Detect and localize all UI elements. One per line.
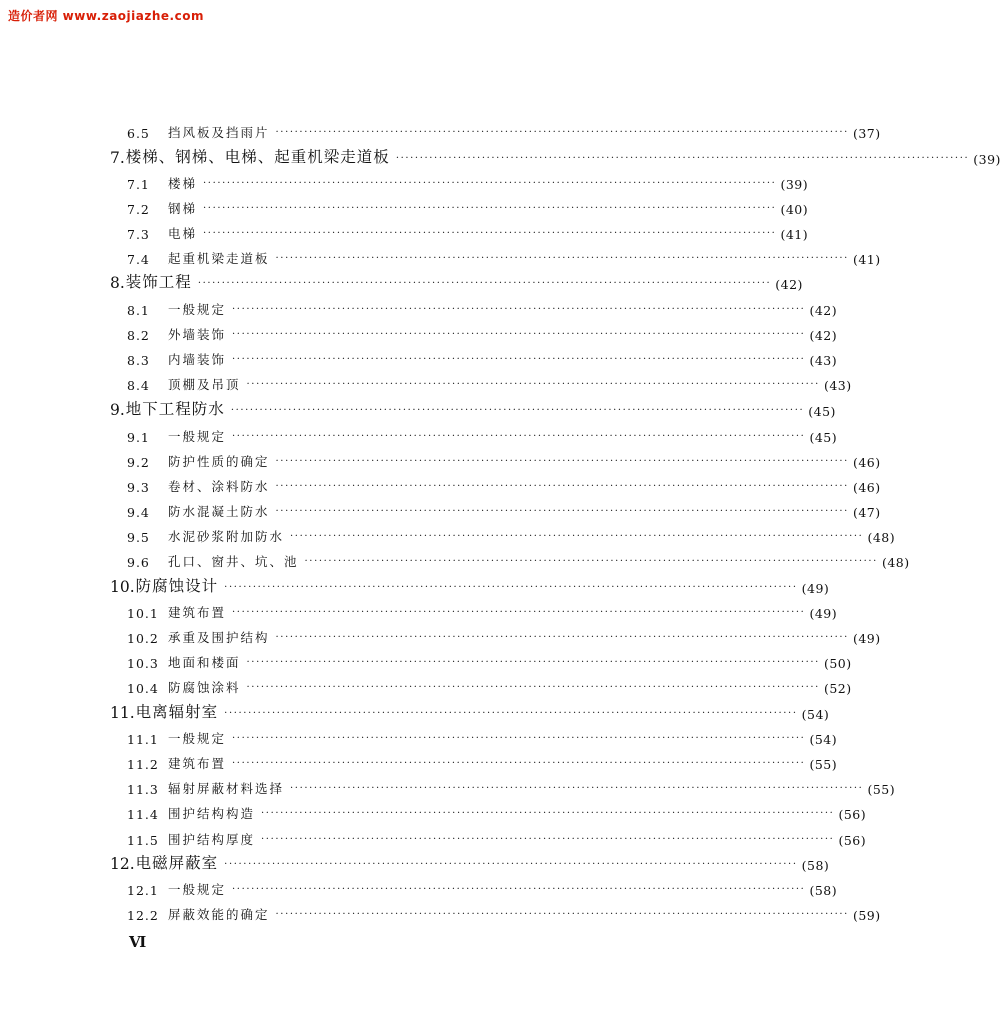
toc-section-entry xyxy=(127,548,910,570)
toc-entry-number: 10.1 xyxy=(127,606,159,621)
toc-section-entry xyxy=(127,371,852,393)
toc-entry-number: 8.3 xyxy=(127,353,150,368)
toc-section-entry xyxy=(127,826,867,848)
toc-page-number: (46) xyxy=(852,455,881,470)
toc-section-entry xyxy=(127,775,896,797)
toc-section-entry xyxy=(127,649,852,671)
toc-entry-title: 地下工程防水 xyxy=(125,400,225,418)
toc-entry-title: 防腐蚀涂料 xyxy=(168,680,241,695)
toc-page-number: (58) xyxy=(801,858,830,873)
toc-entry-title: 承重及围护结构 xyxy=(168,630,270,645)
toc-entry-title: 一般规定 xyxy=(168,429,227,444)
toc-section-entry xyxy=(127,901,881,923)
toc-dot-leader: ························································································································ xyxy=(246,657,820,668)
toc-dot-leader: ························································································································ xyxy=(232,607,806,618)
toc-page-number: (59) xyxy=(852,908,881,923)
toc-entry-number: 9. xyxy=(110,401,125,419)
toc-entry-number: 10.3 xyxy=(127,656,159,671)
toc-dot-leader: ························································································································ xyxy=(232,431,806,442)
toc-section-entry xyxy=(127,473,881,495)
toc-page-number: (58) xyxy=(809,883,838,898)
toc-page-number: (54) xyxy=(801,707,830,722)
toc-entry-title: 地面和楼面 xyxy=(168,655,241,670)
toc-entry-number: 7. xyxy=(110,149,125,167)
toc-page-number: (55) xyxy=(809,757,838,772)
toc-dot-leader: ························································································································ xyxy=(395,153,970,164)
toc-dot-leader: ························································································································ xyxy=(224,708,798,719)
toc-page-number: (46) xyxy=(852,480,881,495)
toc-entry-title: 一般规定 xyxy=(168,302,227,317)
toc-entry-number: 9.2 xyxy=(127,455,150,470)
toc-section-entry xyxy=(127,725,838,747)
toc-section-entry xyxy=(127,195,809,217)
toc-entry-number: 8.1 xyxy=(127,303,150,318)
toc-section-entry xyxy=(127,119,881,141)
toc-page-number: (52) xyxy=(823,681,852,696)
toc-section-entry xyxy=(127,800,867,822)
toc-page-number: (45) xyxy=(808,404,836,419)
toc-entry-number: 11.5 xyxy=(127,833,159,848)
toc-dot-leader: ························································································································ xyxy=(197,278,772,289)
toc-entry-title: 建筑布置 xyxy=(168,756,227,771)
toc-entry-title: 钢梯 xyxy=(168,201,198,216)
toc-chapter-entry xyxy=(110,700,830,722)
toc-dot-leader: ························································································································ xyxy=(275,481,849,492)
toc-entry-number: 9.4 xyxy=(127,505,150,520)
toc-entry-number: 12.1 xyxy=(127,883,159,898)
toc-entry-title: 防水混凝土防水 xyxy=(168,504,270,519)
toc-entry-number: 9.1 xyxy=(127,430,150,445)
toc-dot-leader: ························································································································ xyxy=(246,682,820,693)
toc-section-entry xyxy=(127,876,838,898)
toc-page-number: (43) xyxy=(823,378,852,393)
toc-section-entry xyxy=(127,296,838,318)
toc-chapter-entry xyxy=(110,270,803,292)
toc-section-entry xyxy=(127,674,852,696)
toc-page-number: (37) xyxy=(852,126,881,141)
toc-entry-title: 楼梯 xyxy=(168,176,198,191)
toc-entry-title: 一般规定 xyxy=(168,731,227,746)
toc-chapter-entry xyxy=(110,145,1001,167)
toc-section-entry xyxy=(127,245,881,267)
toc-entry-number: 10.4 xyxy=(127,681,159,696)
toc-section-entry xyxy=(127,750,838,772)
toc-entry-title: 围护结构构造 xyxy=(168,806,256,821)
toc-entry-title: 电梯 xyxy=(168,226,198,241)
toc-page-number: (49) xyxy=(801,581,830,596)
toc-dot-leader: ························································································································ xyxy=(232,354,806,365)
toc-entry-number: 11.3 xyxy=(127,782,159,797)
toc-page-number: (54) xyxy=(809,732,838,747)
toc-dot-leader: ························································································································ xyxy=(232,884,806,895)
toc-entry-title: 水泥砂浆附加防水 xyxy=(168,529,285,544)
toc-entry-title: 电离辐射室 xyxy=(135,703,219,721)
toc-dot-leader: ························································································································ xyxy=(232,733,806,744)
toc-section-entry xyxy=(127,321,838,343)
toc-entry-title: 孔口、窗井、坑、池 xyxy=(168,554,299,569)
toc-section-entry xyxy=(127,170,809,192)
toc-page-number: (40) xyxy=(780,202,809,217)
toc-page-number: (41) xyxy=(852,252,881,267)
toc-entry-number: 9.6 xyxy=(127,555,150,570)
toc-entry-number: 11. xyxy=(110,704,135,722)
toc-section-entry xyxy=(127,423,838,445)
toc-page-number: (42) xyxy=(809,303,838,318)
toc-dot-leader: ························································································································ xyxy=(232,304,806,315)
toc-dot-leader: ························································································································ xyxy=(232,758,806,769)
toc-entry-title: 装饰工程 xyxy=(125,273,192,291)
toc-page-number: (47) xyxy=(852,505,881,520)
toc-section-entry xyxy=(127,624,881,646)
toc-entry-number: 12. xyxy=(110,855,135,873)
toc-page-number: (49) xyxy=(852,631,881,646)
toc-dot-leader: ························································································································ xyxy=(224,582,798,593)
toc-page-number: (45) xyxy=(809,430,838,445)
toc-entry-title: 电磁屏蔽室 xyxy=(135,854,219,872)
toc-page-number: (43) xyxy=(809,353,838,368)
toc-page-number: (50) xyxy=(823,656,852,671)
toc-chapter-entry xyxy=(110,574,830,596)
toc-entry-number: 8. xyxy=(110,274,125,292)
toc-dot-leader: ························································································································ xyxy=(203,203,777,214)
toc-entry-title: 顶棚及吊顶 xyxy=(168,377,241,392)
page-folio: Ⅵ xyxy=(129,933,146,951)
toc-entry-number: 10.2 xyxy=(127,631,159,646)
toc-dot-leader: ························································································································ xyxy=(290,783,864,794)
toc-page-number: (39) xyxy=(973,152,1001,167)
toc-chapter-entry xyxy=(110,851,830,873)
toc-entry-number: 7.1 xyxy=(127,177,150,192)
toc-entry-number: 9.3 xyxy=(127,480,150,495)
toc-section-entry xyxy=(127,523,896,545)
toc-dot-leader: ························································································································ xyxy=(261,834,835,845)
toc-entry-number: 11.4 xyxy=(127,807,159,822)
toc-page-number: (56) xyxy=(838,807,867,822)
toc-page-number: (48) xyxy=(881,555,910,570)
toc-entry-title: 防护性质的确定 xyxy=(168,454,270,469)
toc-page-number: (41) xyxy=(780,227,809,242)
toc-page-number: (42) xyxy=(775,277,803,292)
toc-page-number: (42) xyxy=(809,328,838,343)
toc-entry-title: 挡风板及挡雨片 xyxy=(168,125,270,140)
toc-entry-number: 12.2 xyxy=(127,908,159,923)
toc-entry-number: 7.3 xyxy=(127,227,150,242)
toc-entry-title: 建筑布置 xyxy=(168,605,227,620)
toc-entry-number: 8.4 xyxy=(127,378,150,393)
toc-chapter-entry xyxy=(110,397,836,419)
toc-section-entry xyxy=(127,346,838,368)
toc-entry-title: 辐射屏蔽材料选择 xyxy=(168,781,285,796)
toc-entry-title: 卷材、涂料防水 xyxy=(168,479,270,494)
toc-dot-leader: ························································································································ xyxy=(203,178,777,189)
toc-entry-number: 8.2 xyxy=(127,328,150,343)
toc-dot-leader: ························································································································ xyxy=(203,228,777,239)
toc-page-number: (49) xyxy=(809,606,838,621)
toc-dot-leader: ························································································································ xyxy=(290,531,864,542)
toc-page-number: (39) xyxy=(780,177,809,192)
toc-page-number: (55) xyxy=(867,782,896,797)
toc-entry-title: 屏蔽效能的确定 xyxy=(168,907,270,922)
toc-section-entry xyxy=(127,599,838,621)
toc-dot-leader: ························································································································ xyxy=(275,127,849,138)
toc-section-entry xyxy=(127,448,881,470)
toc-entry-title: 外墙装饰 xyxy=(168,327,227,342)
toc-entry-number: 10. xyxy=(110,578,135,596)
toc-page-number: (48) xyxy=(867,530,896,545)
toc-dot-leader: ························································································································ xyxy=(275,253,849,264)
toc-entry-number: 6.5 xyxy=(127,126,150,141)
toc-dot-leader: ························································································································ xyxy=(246,379,820,390)
toc-dot-leader: ························································································································ xyxy=(275,456,849,467)
toc-entry-number: 9.5 xyxy=(127,530,150,545)
toc-dot-leader: ························································································································ xyxy=(224,859,798,870)
toc-entry-title: 起重机梁走道板 xyxy=(168,251,270,266)
watermark-text: 造价者网 www.zaojiazhe.com xyxy=(8,9,204,23)
toc-dot-leader: ························································································································ xyxy=(275,632,849,643)
toc-entry-title: 内墙装饰 xyxy=(168,352,227,367)
toc-dot-leader: ························································································································ xyxy=(275,909,849,920)
toc-entry-number: 11.1 xyxy=(127,732,159,747)
toc-entry-title: 一般规定 xyxy=(168,882,227,897)
toc-entry-title: 防腐蚀设计 xyxy=(135,577,219,595)
toc-section-entry xyxy=(127,220,809,242)
toc-section-entry xyxy=(127,498,881,520)
toc-page-number: (56) xyxy=(838,833,867,848)
toc-entry-title: 楼梯、钢梯、电梯、起重机梁走道板 xyxy=(125,148,390,166)
toc-dot-leader: ························································································································ xyxy=(304,556,878,567)
toc-entry-number: 7.4 xyxy=(127,252,150,267)
toc-entry-number: 11.2 xyxy=(127,757,159,772)
toc-dot-leader: ························································································································ xyxy=(232,329,806,340)
toc-entry-number: 7.2 xyxy=(127,202,150,217)
toc-dot-leader: ························································································································ xyxy=(230,405,805,416)
toc-dot-leader: ························································································································ xyxy=(275,506,849,517)
toc-entry-title: 围护结构厚度 xyxy=(168,832,256,847)
toc-dot-leader: ························································································································ xyxy=(261,808,835,819)
